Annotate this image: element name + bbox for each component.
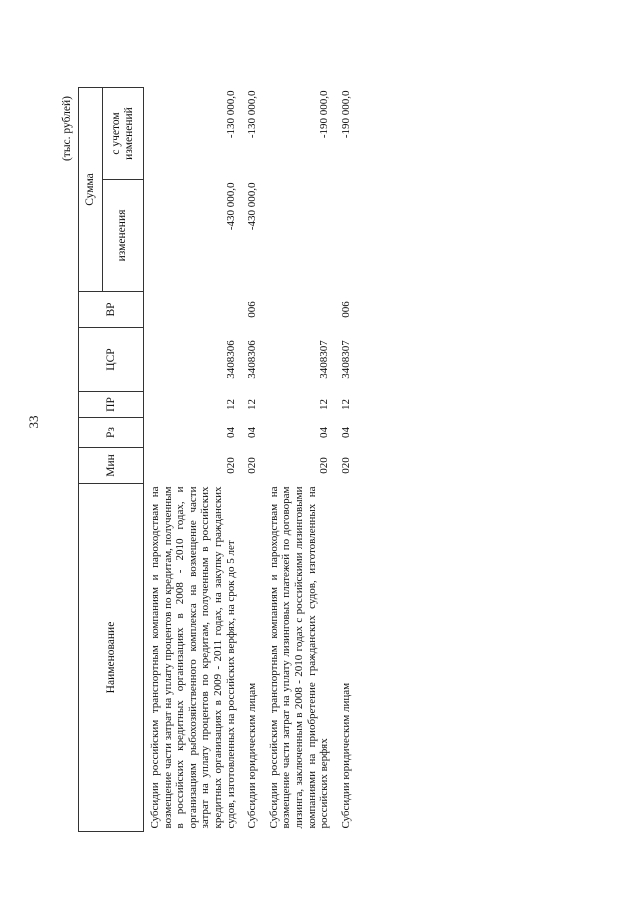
row-name: Субсидии российским транспортным компаниям и пароходствам на возмещение части затрат на уплату процентов по кредитам, полученным в российских кредитных организациях в 2008 - 2010 годах, и организациям рыбохозяйственного комплекса на возмещение части затрат на уплату процентов по кредитам, полученным в российских кредитных организациях в 2009 - 2011 годах, на закупку гражданских судов, изготовленных на российских верфях, на срок до 5 лет [149, 486, 237, 829]
row-vr: 006 [339, 301, 352, 318]
header-csr: ЦСР [79, 328, 144, 392]
row-min: 020 [224, 457, 237, 474]
row-csr: 3408307 [318, 340, 331, 379]
row-rz: 04 [339, 427, 352, 438]
row-csr: 3408307 [339, 340, 352, 379]
row-change [263, 180, 335, 292]
row-min: 020 [246, 457, 259, 474]
units-label: (тыс. рублей) [61, 96, 73, 162]
row-rz: 04 [246, 427, 259, 438]
header-min: Мин [79, 448, 144, 484]
page-number: 33 [26, 415, 41, 429]
header-changes: изменения [102, 180, 143, 292]
row-total: -190 000,0 [318, 90, 331, 139]
row-pr: 12 [318, 399, 331, 410]
row-pr: 12 [339, 399, 352, 410]
row-name: Субсидии юридическим лицам [246, 682, 259, 829]
row-vr: 006 [246, 301, 259, 318]
table-row [241, 87, 263, 831]
header-pr: ПР [79, 392, 144, 418]
row-total: -190 000,0 [339, 90, 352, 139]
row-change: -430 000,0 [224, 182, 237, 231]
table-row [263, 87, 335, 831]
table-header [79, 87, 144, 831]
table-row [335, 87, 357, 831]
row-name: Субсидии российским транспортным компаниям и пароходствам на возмещение части затрат на уплату лизинговых платежей по договорам лизинга, заключенным в 2008 - 2010 годах с российскими лизинговыми компаниями на приобретение гражданских судов, изготовленных на российских верфях [267, 486, 331, 829]
header-name: Наименование [79, 484, 144, 832]
row-vr [144, 292, 242, 328]
table-body [144, 87, 357, 831]
row-min: 020 [339, 457, 352, 474]
row-name: Субсидии юридическим лицам [339, 682, 352, 829]
header-with-changes: с учетом изменений [102, 87, 143, 179]
row-csr: 3408306 [224, 340, 237, 379]
row-rz: 04 [224, 427, 237, 438]
budget-table [78, 87, 356, 832]
header-vr: ВР [79, 292, 144, 328]
row-change: -430 000,0 [246, 182, 259, 231]
row-pr: 12 [246, 399, 259, 410]
header-sum: Сумма [79, 87, 103, 291]
row-change [335, 180, 357, 292]
row-total: -130 000,0 [246, 90, 259, 139]
row-min: 020 [318, 457, 331, 474]
row-rz: 04 [318, 427, 331, 438]
row-csr: 3408306 [246, 340, 259, 379]
rotated-page [58, 80, 578, 840]
row-vr [263, 292, 335, 328]
table-row [144, 87, 242, 831]
row-pr: 12 [224, 399, 237, 410]
row-total: -130 000,0 [224, 90, 237, 139]
header-rz: Рз [79, 418, 144, 448]
